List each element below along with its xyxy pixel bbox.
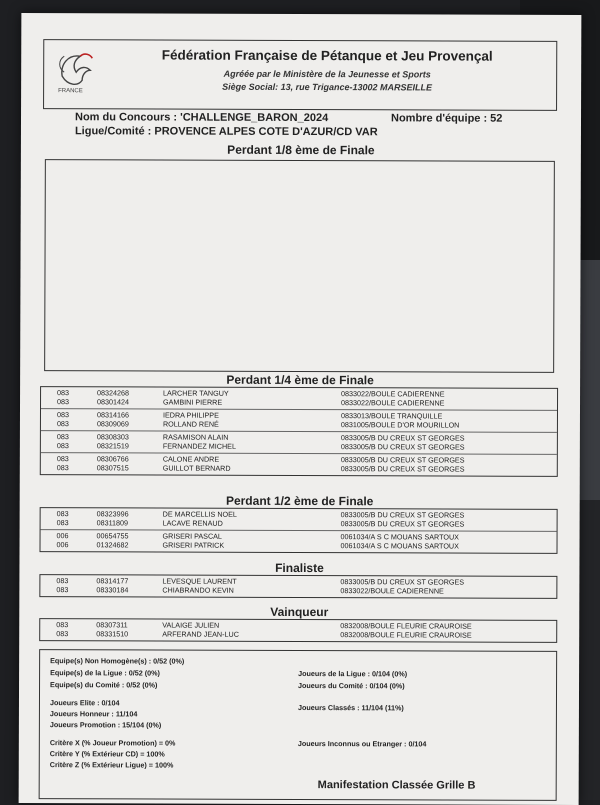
classification-grade: Manifestation Classée Grille B (317, 779, 476, 792)
player-name: FERNANDEZ MICHEL (162, 441, 236, 451)
department-code: 083 (56, 518, 69, 528)
section-title-finaliste: Finaliste (275, 560, 324, 576)
team-group (41, 452, 557, 476)
section-title-vainqueur: Vainqueur (270, 604, 329, 620)
licence-number: 08323996 (96, 509, 129, 519)
club-name: 0832008/BOULE FLEURIE CRAUROISE (340, 630, 472, 640)
licence-number: 08308303 (96, 432, 129, 442)
logo-text: FRANCE (58, 88, 83, 95)
club-name: 0833022/BOULE CADIERENNE (340, 586, 444, 596)
team-group (41, 508, 557, 531)
licence-number: 08314166 (96, 410, 129, 420)
club-name: 0833005/B DU CREUX ST GEORGES (340, 577, 465, 587)
ligue-comite: Ligue/Comité : PROVENCE ALPES COTE D'AZUR/CD VAR (74, 125, 378, 139)
section-title-huitieme: Perdant 1/8 ème de Finale (227, 142, 375, 158)
player-row (41, 441, 557, 452)
quart-results-box (40, 386, 558, 477)
player-name: LARCHER TANGUY (163, 388, 229, 398)
department-code: 083 (56, 432, 69, 442)
department-code: 083 (56, 441, 69, 451)
licence-number: 08331510 (96, 629, 129, 639)
player-row (40, 585, 556, 596)
federation-subtitle: Agréée par le Ministère de la Jeunesse et Sports (223, 68, 431, 80)
team-group (40, 575, 556, 598)
player-name: GAMBINI PIERRE (163, 397, 223, 407)
team-group (41, 387, 557, 410)
team-group (41, 408, 557, 432)
player-row (41, 419, 557, 430)
player-name: GRISERI PASCAL (162, 531, 222, 541)
stat-critere-y: Critère Y (% Extérieur CD) = 100% (49, 749, 165, 759)
stat-inconnus: Joueurs Inconnus ou Etranger : 0/104 (297, 738, 427, 749)
finaliste-results-box (39, 574, 557, 599)
department-code: 083 (56, 620, 69, 630)
player-name: LEVESQUE LAURENT (162, 576, 237, 586)
player-name: IEDRA PHILIPPE (162, 410, 219, 420)
department-code: 006 (56, 531, 69, 541)
federation-address: Siège Social: 13, rue Trigance-13002 MARSEILLE (222, 81, 433, 93)
club-name: 0833022/BOULE CADIERENNE (341, 389, 445, 399)
licence-number: 00654755 (96, 531, 129, 541)
player-name: DE MARCELLIS NOEL (162, 509, 237, 519)
department-code: 083 (56, 576, 69, 586)
statistics-box (39, 649, 558, 801)
club-name: 0833013/BOULE TRANQUILLE (340, 411, 443, 421)
stat-joueurs-comite: Joueurs du Comité : 0/104 (0%) (298, 680, 405, 691)
player-row (41, 397, 557, 408)
department-code: 083 (57, 397, 70, 407)
department-code: 083 (56, 419, 69, 429)
player-name: ARFERAND JEAN-LUC (162, 629, 239, 639)
licence-number: 08324268 (97, 388, 130, 398)
stat-honneur: Joueurs Honneur : 11/104 (49, 709, 138, 719)
club-name: 0833022/BOULE CADIERENNE (341, 398, 445, 408)
stat-elite: Joueurs Elite : 0/104 (49, 698, 120, 708)
licence-number: 08306766 (96, 454, 129, 464)
player-name: VALAIGE JULIEN (162, 620, 220, 630)
stat-equipes-ligue: Equipe(s) de la Ligue : 0/52 (0%) (50, 668, 160, 678)
team-group (41, 430, 557, 454)
team-count: Nombre d'équipe : 52 (390, 112, 503, 125)
club-name: 0061034/A S C MOUANS SARTOUX (340, 532, 459, 542)
vainqueur-results-box (39, 618, 557, 643)
rooster-logo-icon (54, 46, 100, 96)
section-title-demi: Perdant 1/2 ème de Finale (225, 493, 374, 509)
licence-number: 01324682 (96, 540, 129, 550)
player-name: CALONE ANDRE (162, 454, 220, 464)
club-name: 0833005/B DU CREUX ST GEORGES (340, 464, 465, 474)
department-code: 083 (57, 388, 70, 398)
stat-non-homogene: Equipe(s) Non Homogène(s) : 0/52 (0%) (50, 656, 185, 666)
department-code: 083 (56, 629, 69, 639)
player-name: LACAVE RENAUD (162, 518, 223, 528)
club-name: 0832008/BOULE FLEURIE CRAUROISE (340, 621, 472, 631)
licence-number: 08307515 (96, 463, 129, 473)
stat-promotion: Joueurs Promotion : 15/104 (0%) (49, 720, 162, 730)
club-name: 0833005/B DU CREUX ST GEORGES (340, 455, 465, 465)
results-sheet (19, 13, 582, 805)
licence-number: 08314177 (96, 576, 129, 586)
licence-number: 08311809 (96, 518, 129, 528)
licence-number: 08321519 (96, 441, 129, 451)
player-row (41, 540, 557, 551)
department-code: 083 (56, 410, 69, 420)
stat-equipes-comite: Equipe(s) du Comité : 0/52 (0%) (50, 680, 158, 690)
player-row (40, 629, 556, 640)
federation-title: Fédération Française de Pétanque et Jeu Provençal (161, 47, 493, 64)
header (43, 39, 557, 111)
licence-number: 08330184 (96, 585, 129, 595)
stat-joueurs-ligue: Joueurs de la Ligue : 0/104 (0%) (298, 668, 408, 679)
department-code: 083 (56, 463, 69, 473)
team-group (40, 619, 556, 642)
player-name: ROLLAND RENÉ (162, 419, 219, 429)
stat-critere-z: Critère Z (% Extérieur Ligue) = 100% (49, 760, 174, 770)
stat-classes: Joueurs Classés : 11/104 (11%) (297, 702, 404, 713)
club-name: 0833005/B DU CREUX ST GEORGES (340, 510, 465, 520)
club-name: 0831005/BOULE D'OR MOURILLON (340, 420, 460, 430)
club-name: 0833005/B DU CREUX ST GEORGES (340, 433, 465, 443)
stat-critere-x: Critère X (% Joueur Promotion) = 0% (49, 738, 176, 748)
licence-number: 08301424 (97, 397, 130, 407)
huitieme-results-box (44, 159, 555, 373)
club-name: 0061034/A S C MOUANS SARTOUX (340, 541, 459, 551)
player-name: CHIABRANDO KEVIN (162, 585, 234, 595)
section-title-quart: Perdant 1/4 ème de Finale (226, 372, 374, 388)
demi-results-box (39, 507, 557, 554)
department-code: 083 (56, 585, 69, 595)
player-name: RASAMISON ALAIN (162, 432, 229, 442)
player-name: GRISERI PATRICK (162, 540, 225, 550)
department-code: 083 (56, 509, 69, 519)
concours-name: Nom du Concours : 'CHALLENGE_BARON_2024 (74, 111, 329, 125)
licence-number: 08309069 (96, 419, 129, 429)
club-name: 0833005/B DU CREUX ST GEORGES (340, 442, 465, 452)
team-group (41, 529, 557, 553)
department-code: 083 (56, 454, 69, 464)
club-name: 0833005/B DU CREUX ST GEORGES (340, 519, 465, 529)
player-row (41, 463, 557, 474)
player-row (41, 518, 557, 529)
player-name: GUILLOT BERNARD (162, 463, 231, 473)
department-code: 006 (56, 540, 69, 550)
licence-number: 08307311 (96, 620, 128, 630)
